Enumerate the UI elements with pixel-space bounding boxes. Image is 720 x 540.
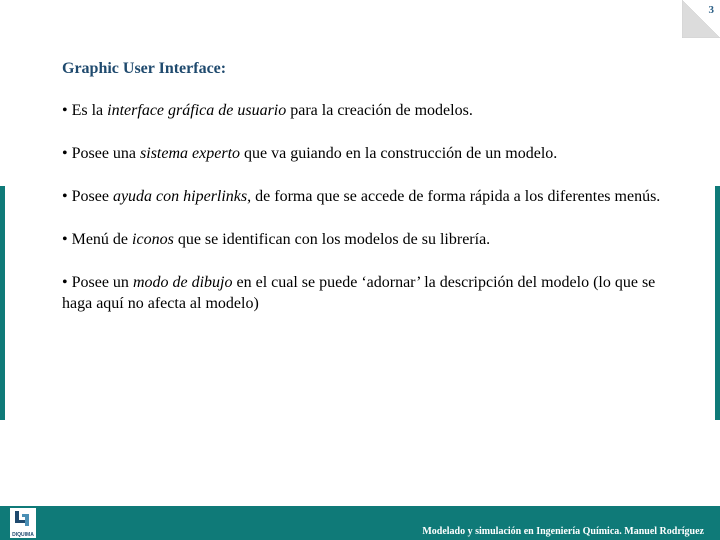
bullet-emphasis: ayuda con hiperlinks — [112, 188, 248, 205]
logo-icon — [12, 510, 34, 528]
bullet-item — [62, 272, 682, 314]
bullet-text: • Posee un — [62, 274, 133, 291]
bullet-emphasis: interface gráfica de usuario — [107, 102, 287, 119]
bullet-text: • Es la — [62, 102, 108, 119]
left-accent-bar — [0, 186, 5, 420]
logo-text: DIQUIMA — [12, 532, 34, 538]
footer-bar — [0, 506, 720, 540]
bullet-item — [62, 100, 682, 121]
bullet-text: • Posee — [62, 188, 113, 205]
bullet-text: que va guiando en la construcción de un modelo. — [240, 145, 558, 162]
page-number: 3 — [708, 4, 714, 16]
bullet-text: , de forma que se accede de forma rápida a los diferentes menús. — [247, 188, 661, 205]
bullet-emphasis: modo de dibujo — [132, 274, 233, 291]
bullet-emphasis: iconos — [132, 231, 174, 248]
slide-content — [62, 60, 682, 336]
bullet-text: • Menú de — [62, 231, 133, 248]
bullet-emphasis: sistema experto — [140, 145, 241, 162]
right-accent-bar — [715, 186, 720, 420]
bullet-text: que se identifican con los modelos de su librería. — [173, 231, 491, 248]
bullet-item — [62, 229, 682, 250]
bullet-text: • Posee una — [62, 145, 141, 162]
bullet-item — [62, 143, 682, 164]
page-corner-fold — [682, 0, 720, 38]
bullet-item — [62, 186, 682, 207]
university-logo — [10, 508, 36, 538]
slide-heading: Graphic User Interface: — [62, 60, 227, 77]
bullet-text: para la creación de modelos. — [286, 102, 473, 119]
bullet-text: en el cual se puede ‘adornar’ la descripción del modelo (lo que se haga aquí no afecta al modelo) — [62, 274, 656, 312]
footer-text: Modelado y simulación en Ingeniería Química. Manuel Rodríguez — [422, 526, 704, 537]
